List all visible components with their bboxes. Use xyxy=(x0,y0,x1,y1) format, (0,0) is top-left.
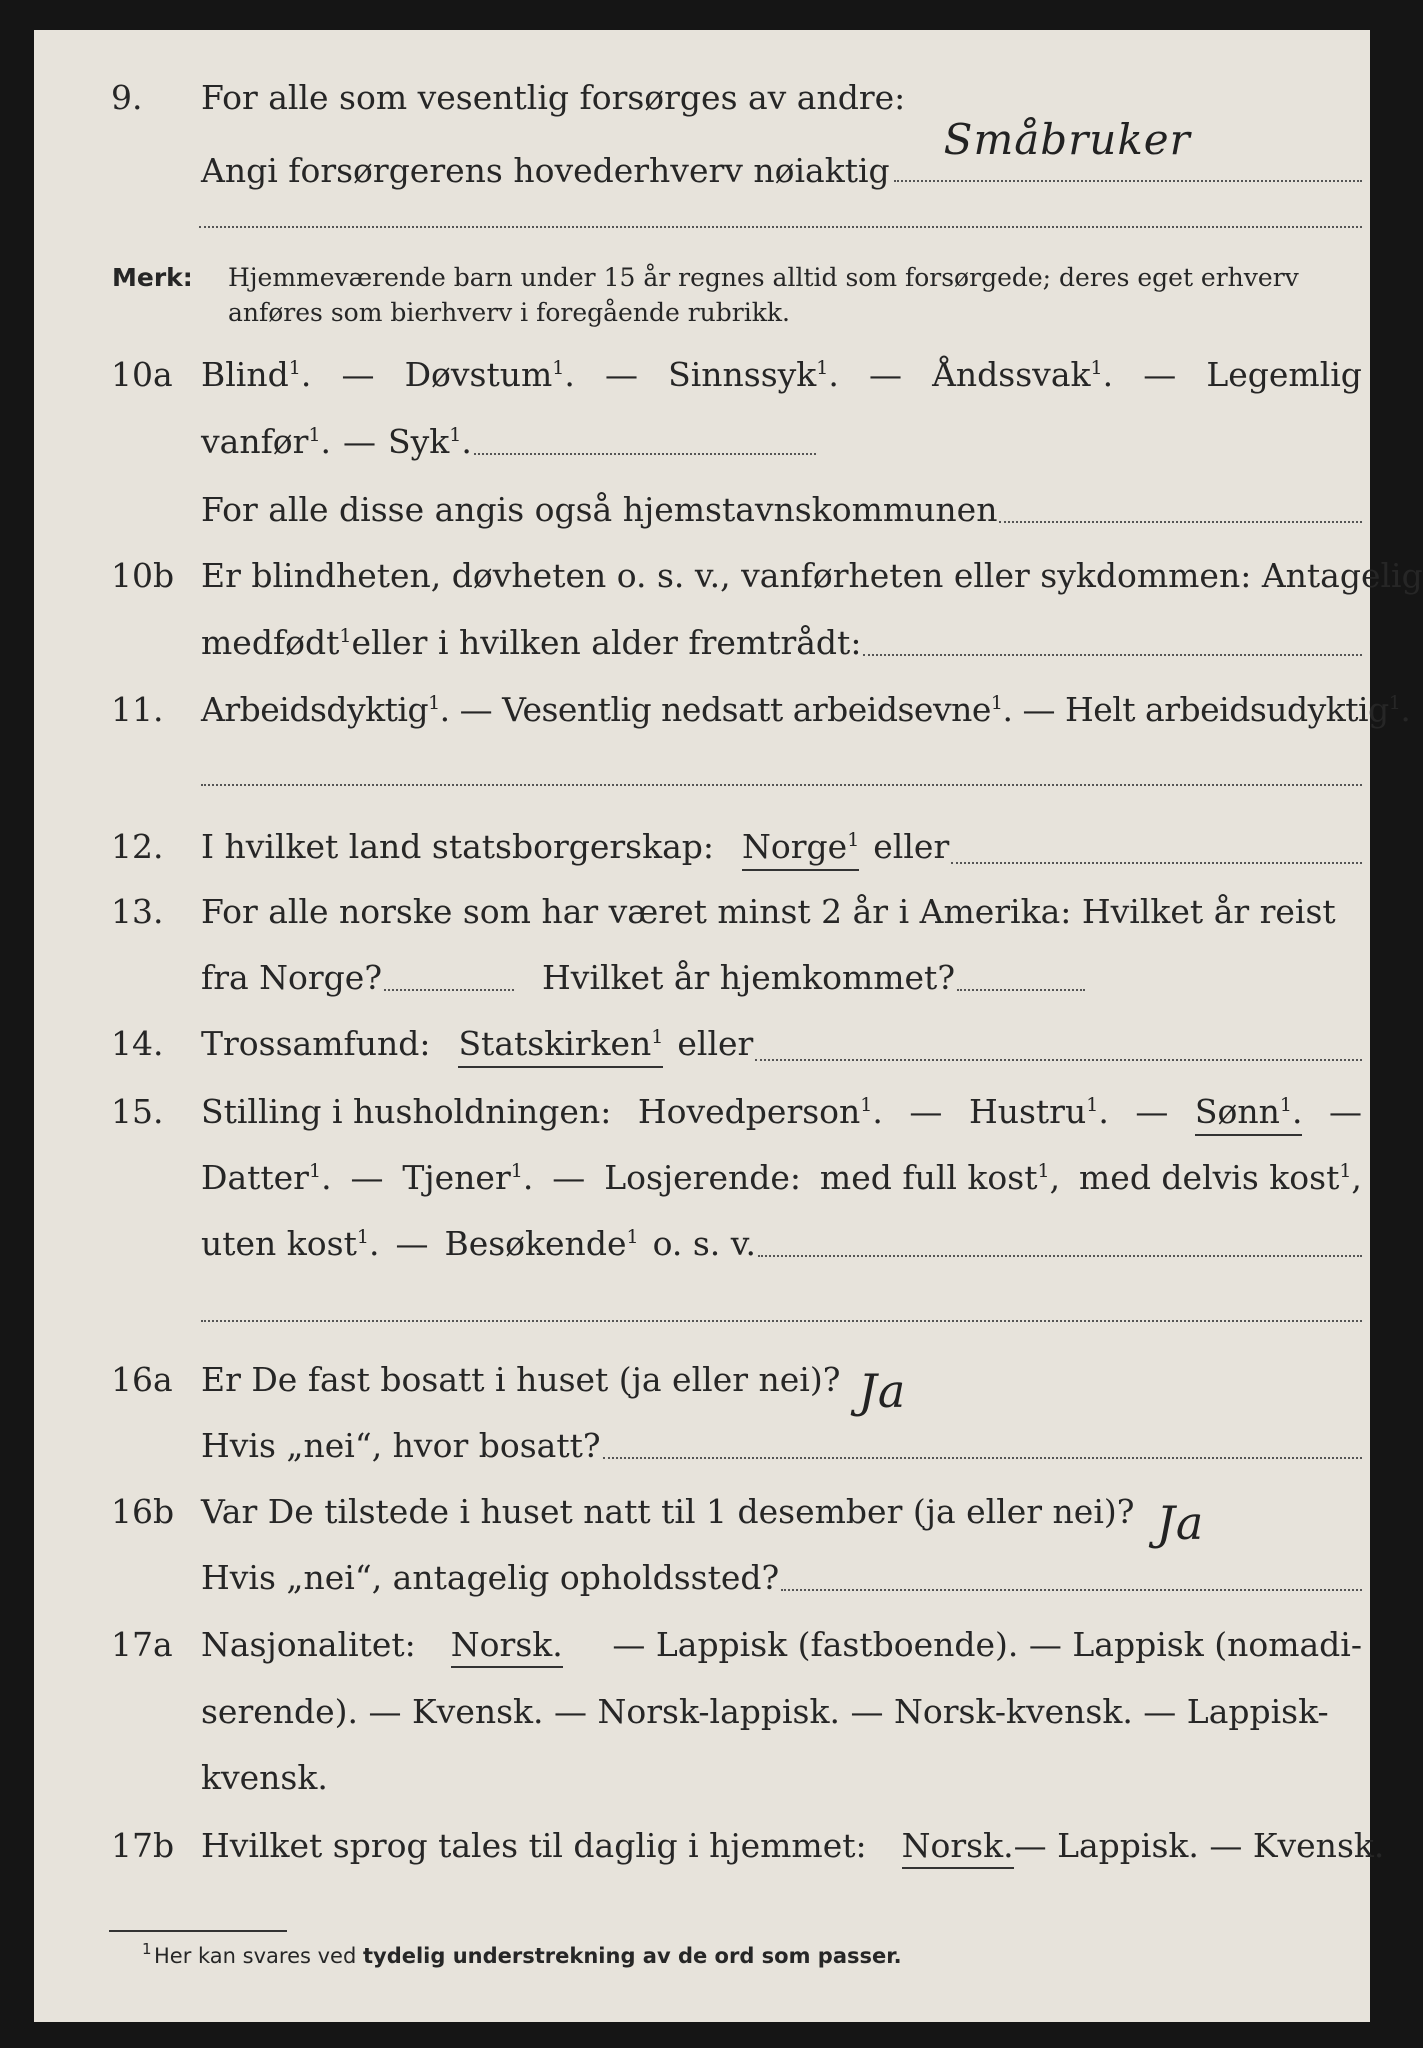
q13-hjem: Hvilket år hjemkommet? xyxy=(542,958,956,997)
q15-label: Stilling i husholdningen: xyxy=(201,1092,612,1131)
census-form-page: 9. For alle som vesentlig forsørges av andre: Angi forsørgerens hovederhverv nøiaktig Småbruker Merk: Hjemmeværende barn under 15 år regnes alltid som forsørgede; deres eget erhverv anføres som bierhverv i foregående rubrikk. 10a Blind$^1$. — Døvstum$^1$. — Sinnssyk$^1$. — Åndssvak$^1$. — Legemlig vanfør$^1$. — Syk$^1$. For alle disse angis også hjemstavnskommunen 10b Er blindheten, døvheten o. s. v., vanførheten eller sykdommen: Antagelig medfødt$^1$ eller i hvilken alder fremtrådt: 11. Arbeidsdyktig$^1$ . — Vesentlig nedsatt arbeidsevne$^1$ . — Helt arbeidsudyktig$^1$. 12. I hvilket land statsborgerskap: Norge$^1$ eller 13. For alle norske som har været minst 2 år i Amerika: Hvilket år reist fra Norge? Hvilket år hjemkommet? 14. Trossamfund: Statskirken$^1$ eller 15. Stilling i husholdningen: Hovedperson$^1$. — Hustru$^1$. — Sønn$^1$. — Datter$^1$. — Tjener$^1$. — Losjerende: med full kost$^1$, med delvis kost$^1$, uten kost$^1$. — Besøkende$^1$ o. s. v. 16a Er De fast bosatt i huset (ja eller nei)? Ja Hvis „nei“, hvor bosatt? 16b Var De tilstede i huset natt til 1 desember (ja eller nei)? Ja Hvis „nei“, antagelig opholdssted? 17a Nasjonalitet: Norsk. — Lappisk (fastboende). — Lappisk (nomadi- serende). — Kvensk. — Norsk-lappisk. — Norsk-kvensk. — Lappisk- kvensk. 17b Hvilket sprog tales til daglig i hjemmet: Norsk. — Lappisk. — Kvensk. 1 Her kan svares ved tydelig understrekning av de ord som passer. xyxy=(34,30,1370,2022)
q9-handwritten-answer: Småbruker xyxy=(943,115,1191,164)
q17a-line2: serende). — Kvensk. — Norsk-lappisk. — Norsk-kvensk. — Lappisk- xyxy=(201,1692,1329,1731)
q15-losjerende: Losjerende: xyxy=(604,1158,801,1197)
q16b-line1: Var De tilstede i huset natt til 1 desember (ja eller nei)? xyxy=(201,1492,1135,1531)
q16b-number: 16b xyxy=(111,1492,175,1531)
q10b-line2: eller i hvilken alder fremtrådt: xyxy=(351,623,862,662)
q9-extra-line xyxy=(199,226,1362,228)
q10a-line3: For alle disse angis også hjemstavnskommunen xyxy=(201,490,998,529)
q10a-number: 10a xyxy=(111,355,173,394)
q15-uten-kost[interactable]: uten kost$^1$. xyxy=(201,1224,380,1263)
q15-answer-field[interactable] xyxy=(758,1254,1362,1257)
q15-datter[interactable]: Datter$^1$. xyxy=(201,1158,332,1197)
q15-tjener[interactable]: Tjener$^1$. xyxy=(402,1158,534,1197)
q9-line1: For alle som vesentlig forsørges av andre: xyxy=(201,78,906,117)
q16b-handwritten-answer: Ja xyxy=(1156,1496,1205,1550)
q9-answer-field[interactable] xyxy=(894,115,1362,182)
q14-eller: eller xyxy=(677,1024,754,1063)
footnote-rule xyxy=(109,1930,287,1932)
q12-norge[interactable]: Norge$^1$ xyxy=(742,827,859,871)
q17b-norsk[interactable]: Norsk. xyxy=(902,1826,1014,1869)
q16a-number: 16a xyxy=(111,1360,173,1399)
q15-osv: o. s. v. xyxy=(652,1224,756,1263)
q10a-legemlig[interactable]: Legemlig xyxy=(1206,355,1362,394)
q11-number: 11. xyxy=(111,690,164,729)
q10a-blind[interactable]: Blind$^1$. xyxy=(201,355,312,394)
q13-hjem-field[interactable] xyxy=(957,988,1085,991)
q15-extra-line xyxy=(201,1320,1362,1322)
footnote-pre: Her kan svares ved xyxy=(154,1944,357,1968)
q16a-line2: Hvis „nei“, hvor bosatt? xyxy=(201,1426,601,1465)
q10a-vanfor[interactable]: vanfør$^1$. xyxy=(201,422,332,461)
footnote-bold: tydelig understrekning av de ord som passer. xyxy=(362,1944,902,1968)
q16b-line2: Hvis „nei“, antagelig opholdssted? xyxy=(201,1558,780,1597)
q17a-number: 17a xyxy=(111,1625,173,1664)
q10b-answer-field[interactable] xyxy=(863,653,1362,656)
q14-label: Trossamfund: xyxy=(201,1024,431,1063)
q14-statskirken[interactable]: Statskirken$^1$ xyxy=(458,1024,663,1068)
q10b-line1: Er blindheten, døvheten o. s. v., vanførheten eller sykdommen: Antagelig xyxy=(201,556,1423,595)
q9-number: 9. xyxy=(111,78,143,117)
q16a-line1: Er De fast bosatt i huset (ja eller nei)? xyxy=(201,1360,841,1399)
q12-eller: eller xyxy=(873,827,950,866)
q15-besokende[interactable]: Besøkende$^1$ xyxy=(444,1224,639,1263)
q17b-number: 17b xyxy=(111,1826,175,1865)
q17b-label: Hvilket sprog tales til daglig i hjemmet: xyxy=(201,1826,867,1865)
q10b-number: 10b xyxy=(111,556,175,595)
q12-number: 12. xyxy=(111,827,164,866)
q10b-medfodt[interactable]: medfødt$^1$ xyxy=(201,623,352,662)
q16a-bosatt-field[interactable] xyxy=(603,1456,1362,1459)
q9-line2: Angi forsørgerens hovederhverv nøiaktig xyxy=(201,151,890,190)
q12-answer-field[interactable] xyxy=(951,861,1362,864)
q13-line1: For alle norske som har været minst 2 år i Amerika: Hvilket år reist xyxy=(201,892,1336,931)
q10a-hjemstavn-field[interactable] xyxy=(999,520,1362,523)
q13-fra-field[interactable] xyxy=(384,988,514,991)
q11-extra-line xyxy=(201,784,1362,786)
q10a-sinnssyk[interactable]: Sinnssyk$^1$. xyxy=(668,355,839,394)
q15-number: 15. xyxy=(111,1092,164,1131)
q17b-rest: — Lappisk. — Kvensk. xyxy=(1013,1826,1385,1865)
q10a-dovstum[interactable]: Døvstum$^1$. xyxy=(404,355,575,394)
q13-fra: fra Norge? xyxy=(201,958,383,997)
footnote xyxy=(142,1940,902,1968)
q15-hovedperson[interactable]: Hovedperson$^1$. xyxy=(637,1092,883,1131)
q17a-line3: kvensk. xyxy=(201,1758,328,1797)
q16b-opholdssted-field[interactable] xyxy=(781,1588,1362,1591)
q17a-norsk[interactable]: Norsk. xyxy=(451,1625,563,1668)
merk-label: Merk: xyxy=(112,263,193,292)
q10a-syk[interactable]: Syk$^1$. xyxy=(388,422,472,461)
q14-number: 14. xyxy=(111,1024,164,1063)
q10a-andssvak[interactable]: Åndssvak$^1$. xyxy=(932,355,1114,394)
q17a-label: Nasjonalitet: xyxy=(201,1625,416,1664)
q10a-syk-field[interactable] xyxy=(474,452,816,455)
q15-delvis-kost[interactable]: med delvis kost$^1$, xyxy=(1079,1158,1362,1197)
merk-line2: anføres som bierhverv i foregående rubrikk. xyxy=(228,298,790,327)
q16a-handwritten-answer: Ja xyxy=(858,1364,907,1418)
q11-arbeidsdyktig[interactable]: Arbeidsdyktig$^1$ xyxy=(201,690,440,729)
q15-full-kost[interactable]: med full kost$^1$, xyxy=(819,1158,1061,1197)
q15-sonn[interactable]: Sønn$^1$. xyxy=(1195,1092,1303,1136)
q11-udyktig[interactable]: . — Helt arbeidsudyktig$^1$. xyxy=(1002,690,1411,729)
q12-text: I hvilket land statsborgerskap: xyxy=(201,827,715,866)
q15-hustru[interactable]: Hustru$^1$. xyxy=(968,1092,1109,1131)
q11-nedsatt[interactable]: . — Vesentlig nedsatt arbeidsevne$^1$ xyxy=(439,690,1003,729)
q14-answer-field[interactable] xyxy=(755,1058,1362,1061)
footnote-mark: 1 xyxy=(142,1940,152,1958)
q17a-line1-rest: — Lappisk (fastboende). — Lappisk (nomadi- xyxy=(612,1625,1362,1664)
merk-line1: Hjemmeværende barn under 15 år regnes alltid som forsørgede; deres eget erhverv xyxy=(228,263,1299,292)
q13-number: 13. xyxy=(111,892,164,931)
